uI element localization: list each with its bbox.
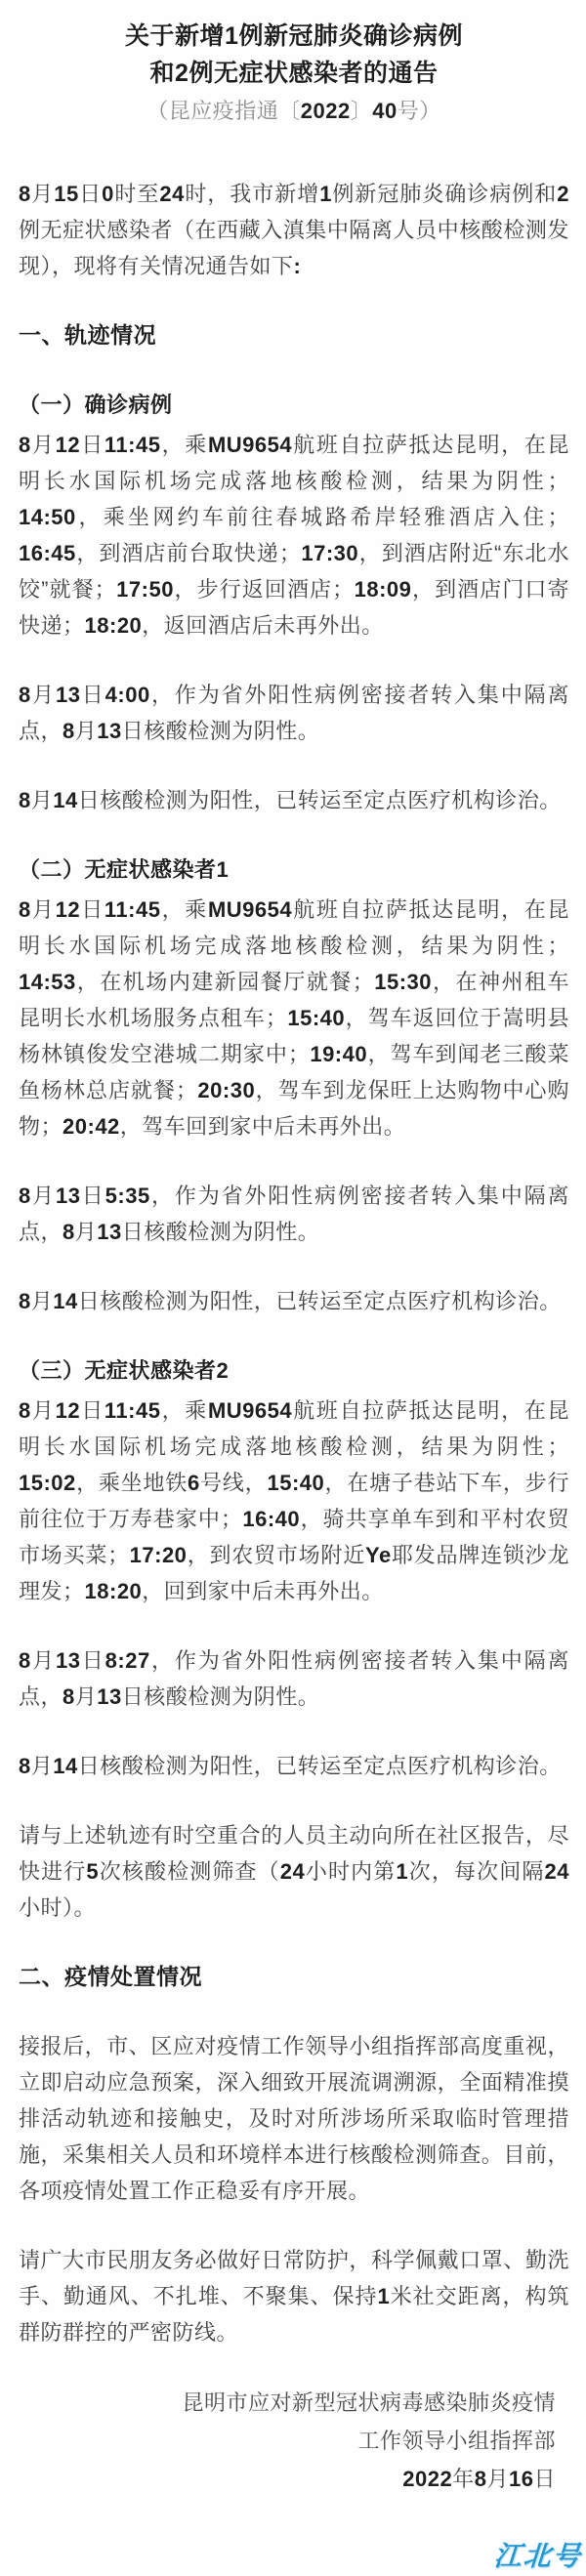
asymptomatic-1-positive-paragraph: 8月14日核酸检测为阳性，已转运至定点医疗机构诊治。	[19, 1289, 562, 1313]
section-heading-epidemic-response: 二、疫情处置情况	[19, 1964, 202, 1989]
document-title-line-2: 和2例无症状感染者的通告	[149, 60, 439, 87]
signature-org-line-2: 工作领导小组指挥部	[357, 2429, 556, 2453]
asymptomatic-1-quarantine-paragraph: 8月13日5:35，作为省外阳性病例密接者转入集中隔离点，8月13日核酸检测为阴性。	[19, 1184, 569, 1244]
asymptomatic-2-positive-paragraph: 8月14日核酸检测为阳性，已转运至定点医疗机构诊治。	[19, 1754, 562, 1778]
subsection-heading-asymptomatic-1: （二）无症状感染者1	[19, 857, 230, 882]
confirmed-case-track-paragraph: 8月12日11:45，乘MU9654航班自拉萨抵达昆明，在昆明长水国际机场完成落地核酸检测，结果为阴性；14:50，乘坐网约车前往春城路希岸轻雅酒店入住；16:45，到酒店前台取快递；17:30，到酒店附近“东北水饺”就餐；17:50，步行返回酒店；18:09，到酒店门口寄快递；18:20，返回酒店后未再外出。	[19, 433, 569, 638]
signature-date: 2022年8月16日	[402, 2467, 556, 2491]
confirmed-case-positive-paragraph: 8月14日核酸检测为阳性，已转运至定点医疗机构诊治。	[19, 788, 562, 812]
document-title	[19, 18, 569, 92]
asymptomatic-1-track-paragraph: 8月12日11:45，乘MU9654航班自拉萨抵达昆明，在昆明长水国际机场完成落地核酸检测，结果为阴性；14:53，在机场内建新园餐厅就餐；15:30，在神州租车昆明长水机场服务点租车；15:40，驾车返回位于嵩明县杨林镇俊发空港城二期家中；19:40，驾车到闻老三酸菜鱼杨林总店就餐；20:30，驾车到龙保旺上达购物中心购物；20:42，驾车回到家中后未再外出。	[19, 897, 569, 1139]
response-measures-paragraph: 接报后，市、区应对疫情工作领导小组指挥部高度重视，立即启动应急预案，深入细致开展流调溯源，全面精准摸排活动轨迹和接触史，及时对所涉场所采取临时管理措施，采集相关人员和环境样本进行核酸检测筛查。目前，各项疫情处置工作正稳妥有序开展。	[19, 2034, 569, 2203]
confirmed-case-quarantine-paragraph: 8月13日4:00，作为省外阳性病例密接者转入集中隔离点，8月13日核酸检测为阴性。	[19, 683, 569, 743]
asymptomatic-2-quarantine-paragraph: 8月13日8:27，作为省外阳性病例密接者转入集中隔离点，8月13日核酸检测为阴性。	[19, 1648, 569, 1709]
watermark-jiangbeihao: 江北号	[492, 2541, 583, 2571]
subsection-heading-confirmed-case: （一）确诊病例	[19, 393, 173, 417]
subsection-heading-asymptomatic-2: （三）无症状感染者2	[19, 1358, 230, 1383]
document-title-line-1: 关于新增1例新冠肺炎确诊病例	[125, 22, 463, 50]
public-report-notice-paragraph: 请与上述轨迹有时空重合的人员主动向所在社区报告，尽快进行5次核酸检测筛查（24小时内第1次，每次间隔24小时）。	[19, 1823, 569, 1920]
public-protection-advice-paragraph: 请广大市民朋友务必做好日常防护，科学佩戴口罩、勤洗手、勤通风、不扎堆、不聚集、保持1米社交距离，构筑群防群控的严密防线。	[19, 2248, 569, 2345]
section-heading-trajectory: 一、轨迹情况	[19, 322, 156, 348]
asymptomatic-2-track-paragraph: 8月12日11:45，乘MU9654航班自拉萨抵达昆明，在昆明长水国际机场完成落地核酸检测，结果为阴性；15:02，乘坐地铁6号线，15:40，在塘子巷站下车，步行前往位于万寿巷家中；16:40，骑共享单车到和平村农贸市场买菜；17:20，到农贸市场附近Ye耶发品牌连锁沙龙理发；18:20，回到家中后未再外出。	[19, 1398, 569, 1603]
document-number: （昆应疫指通〔2022〕40号）	[146, 99, 441, 123]
signature-block	[19, 2384, 556, 2498]
signature-org-line-1: 昆明市应对新型冠状病毒感染肺炎疫情	[182, 2390, 556, 2415]
intro-paragraph: 8月15日0时至24时，我市新增1例新冠肺炎确诊病例和2例无症状感染者（在西藏入滇集中隔离人员中核酸检测发现），现将有关情况通告如下:	[19, 182, 569, 278]
